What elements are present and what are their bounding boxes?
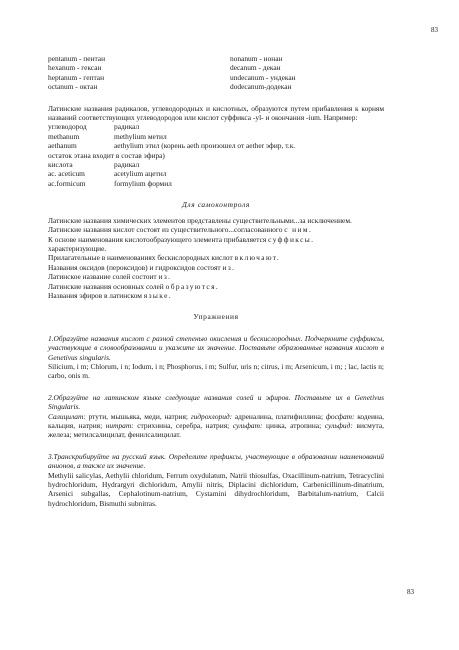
exercise-2-text	[48, 412, 384, 440]
alkane-name: heptanum - гептан	[48, 72, 105, 82]
self-control-text: Латинское название солей состоит	[48, 272, 159, 282]
exercise-1-text: Silicium, i m; Chlorum, i n; Iodum, i n; Phosphorus, i m; Sulfur, uris n; citrus, i m; Arsenicum, i m; ; lac, lactis n; carbo, onis m.	[48, 361, 384, 381]
radical-term: остаток этана входит в состав эфира)	[48, 150, 165, 160]
self-control-ending: из.	[222, 262, 236, 272]
salt-category-items: стрихнина, серебра, натрия;	[133, 421, 233, 430]
alkane-name: octanum - октан	[48, 82, 98, 92]
self-control-line	[48, 291, 384, 300]
self-control-list	[48, 216, 384, 301]
radical-term: aethanum	[48, 141, 77, 151]
alkane-name: pentanum - пентан	[48, 54, 106, 63]
radical-row	[48, 132, 384, 141]
salt-category-label: сульфат:	[232, 421, 263, 430]
self-control-ending: включают.	[234, 253, 281, 263]
salt-category-items: адреналина, платифиллина;	[232, 411, 326, 421]
exercise-3-text: Methylii salicylas, Aethylii chloridum, Ferrum oxydulatum, Natrii thiosulfas, Oxacillinum-natrium, Tetracyclini hydrochloridum, Hydrargyri dichloridum, Amylii nitris, Diplacini dichloridum, Carbenicillinum-dinatrium, Arsenici subgallas, Cephalotinum-natrium, Cystamini dihydrochloridum, Barbitalum-natrium, Calcii hydrochloridum, Bismuthi subnitras.	[48, 470, 384, 508]
radical-definition: methylium метил	[114, 131, 167, 141]
self-control-line	[48, 244, 384, 253]
self-control-text: характеризующие.	[48, 243, 107, 253]
radical-row	[48, 141, 384, 150]
self-control-line	[48, 225, 384, 234]
salt-category-label: нитрат:	[105, 421, 134, 430]
radical-term: ac.formicum	[48, 178, 86, 188]
alkane-name: decanum - декан	[230, 63, 281, 73]
salt-category-items: ртути, мышьяка, меди, натрия;	[85, 411, 191, 421]
exercise-3-instruction: 3.Транскрибируйте на русский язык. Определите префиксы, участвующие в образовании наименований анионов, а также их значение.	[48, 451, 384, 471]
self-control-ending: языке.	[143, 290, 173, 300]
radical-row	[48, 122, 384, 131]
salt-category-label: Салицилат:	[48, 411, 86, 421]
exercise-2-instruction: 2.Образуйте на латинском языке следующие названия солей и эфиров. Поставьте их в Genetivus Singularis.	[48, 392, 384, 412]
radical-examples	[48, 122, 384, 188]
self-control-line	[48, 253, 384, 262]
radical-definition: acetylium ацетил	[114, 169, 167, 179]
salt-category-items: висмута, железа; метилсалицилат, фенилсалицилат.	[48, 421, 384, 440]
salt-category-items: цинка, атропина;	[262, 421, 325, 430]
salt-category-items: кодеина, кальция, натрия;	[48, 411, 384, 430]
page-number-top: 83	[431, 26, 438, 34]
radical-definition: радикал	[114, 160, 140, 170]
radical-row	[48, 160, 384, 169]
radicals-intro: Латинские названия радикалов, углеводородных и кислотных, образуются путем прибавления к корням названий соответствующих углеводородов или кислот суффикса -yl- и окончания -ium. Например:	[48, 103, 384, 123]
self-control-text: Названия эфиров в латинском	[48, 290, 144, 300]
self-control-ending: с ним.	[284, 225, 313, 235]
self-control-text: К основе наименования кислотообразующего элемента прибавляется	[48, 234, 269, 244]
self-control-heading: Для самоконтроля	[182, 200, 250, 210]
self-control-line	[48, 263, 384, 272]
radical-term: ac. aceticum	[48, 169, 85, 179]
alkane-name: nonanum - нонан	[230, 54, 283, 63]
self-control-text: Латинские названия кислот состоят из существительного...согласованного	[48, 225, 285, 235]
self-control-ending: образуются.	[165, 281, 220, 291]
salt-category-label: фосфат:	[325, 411, 355, 421]
self-control-text: Латинские названия основных солей	[48, 281, 166, 291]
radical-term: углеводород	[48, 122, 87, 132]
self-control-text: Названия оксидов (пероксидов) и гидроксидов состоят	[48, 262, 223, 272]
self-control-text: Латинские названия химических элементов представлены существительными...за исключением.	[48, 215, 352, 225]
radical-term: methanum	[48, 131, 80, 141]
page-number-bottom: 83	[407, 588, 414, 596]
page-content	[48, 54, 384, 508]
radical-term: кислота	[48, 160, 73, 170]
self-control-line	[48, 216, 384, 225]
salt-category-label: гидрохлорид:	[190, 411, 233, 421]
alkane-list	[48, 54, 384, 92]
alkane-name: dodecanum-додекан	[230, 82, 292, 92]
exercises-heading: Упражнения	[193, 312, 239, 322]
radical-row	[48, 151, 384, 160]
radical-row	[48, 169, 384, 178]
self-control-text: Прилагательные в наименованиях бескислородных кислот	[48, 253, 235, 263]
self-control-ending: из.	[158, 272, 172, 282]
self-control-line	[48, 272, 384, 281]
alkane-name: undecanum - ундекан	[230, 72, 296, 82]
alkane-name: hexanum - гексан	[48, 63, 102, 73]
self-control-ending: суффиксы.	[268, 234, 315, 244]
radical-definition: formylium формил	[114, 178, 172, 188]
radical-definition: aethylium этил (корень aeth произошел от aether эфир, т.к.	[114, 141, 296, 151]
radical-row	[48, 179, 384, 188]
radical-definition: радикал	[114, 122, 140, 132]
self-control-line	[48, 235, 384, 244]
exercise-1-instruction: 1.Образуйте названия кислот с разной степенью окисления и бескислородных. Подчеркните суффиксы, участвующие в словообразовании и укажите их значение. Поставьте образованные названия кислот в Genetivus singularis.	[48, 333, 384, 362]
salt-category-label: сульфид:	[324, 421, 353, 430]
self-control-line	[48, 282, 384, 291]
